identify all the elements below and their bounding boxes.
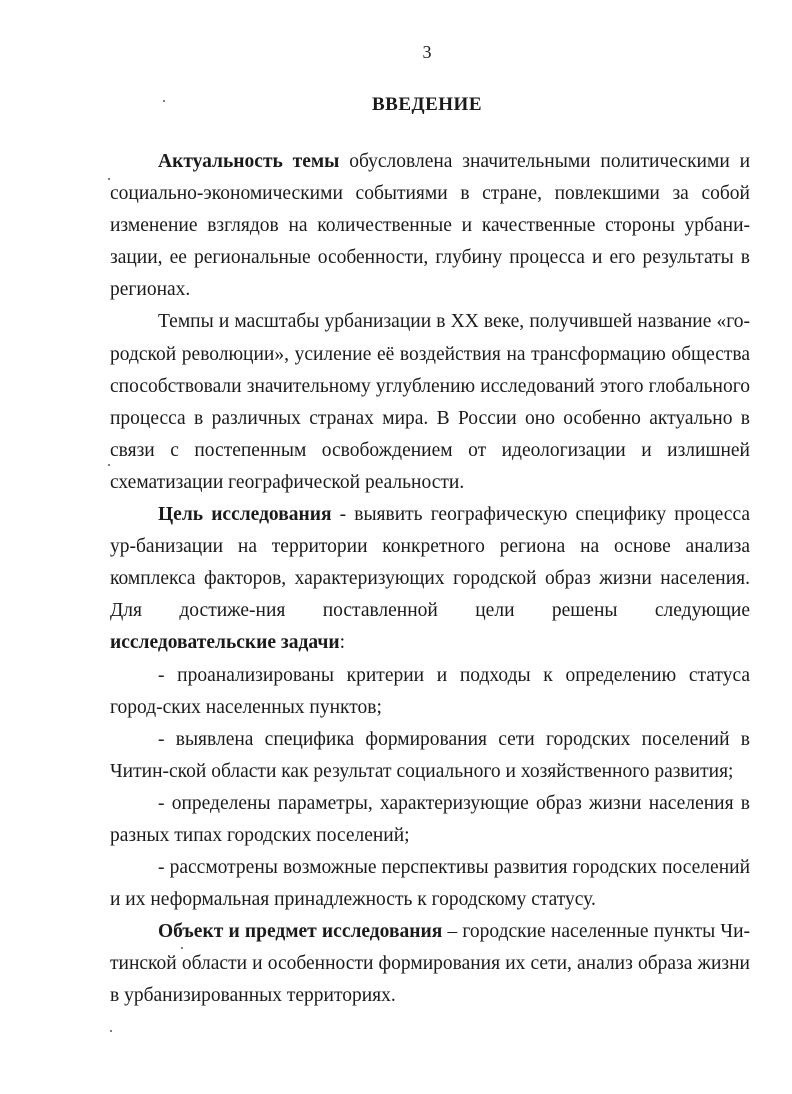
task-item: - выявлена специфика формирования сети городских поселений в Читин-ской области как результат социального и хозяйственного развития; (110, 728, 750, 782)
paragraph-urbanization (110, 306, 750, 499)
page-title: ВВЕДЕНИЕ (372, 94, 482, 115)
scan-speck (163, 100, 165, 102)
paragraph-goal (110, 499, 750, 659)
tasks-label: исследовательские задачи (110, 632, 340, 654)
object-label: Объект и предмет исследования (158, 921, 443, 943)
scan-speck (108, 178, 110, 180)
goal-tail: : (339, 632, 346, 654)
task-item: - определены параметры, характеризующие образ жизни населения в разных типах городских поселений; (110, 792, 750, 846)
document-body (110, 146, 750, 1013)
task-item: - рассмотрены возможные перспективы развития городских поселений и их неформальная принадлежность к городскому статусу. (110, 857, 750, 911)
urbanization-text: Темпы и масштабы урбанизации в XX веке, получившей название «го-родской революции», усиление её воздействия на трансформацию общества способствовали значительному углублению исследований этого глобального процесса в различных странах мира. В России оно особенно актуально в связи с постепенным освобождением от идеологизации и излишней схематизации географической реальности. (110, 311, 750, 493)
object-text: – городские населенные пункты Чи-тинской области и особенности формирования их сети, анализ образа жизни в урбанизированных территориях. (110, 921, 750, 1007)
paragraph-object (110, 916, 750, 1012)
scan-speck (181, 947, 183, 949)
goal-text: - выявить географическую специфику процесса ур-банизации на территории конкретного региона на основе анализа комплекса факторов, характеризующих городской образ жизни населения. Для достиже-ния поставленной цели решены следующие (110, 504, 751, 622)
paragraph-relevance (110, 146, 750, 306)
relevance-label: Актуальность темы (158, 151, 340, 172)
scan-speck (110, 1030, 112, 1032)
scan-speck (108, 464, 110, 466)
goal-label: Цель исследования (158, 504, 332, 526)
page-number: 3 (422, 42, 432, 62)
relevance-text: обусловлена значительными политическими и социально-экономическими событиями в стране, повлекшими за собой изменение взглядов на количественные и качественные стороны урбани-зации, ее региональные особенности, глубину процесса и его результаты в регионах. (110, 151, 751, 301)
task-item: - проанализированы критерии и подходы к определению статуса город-ских населенных пунктов; (110, 664, 750, 718)
